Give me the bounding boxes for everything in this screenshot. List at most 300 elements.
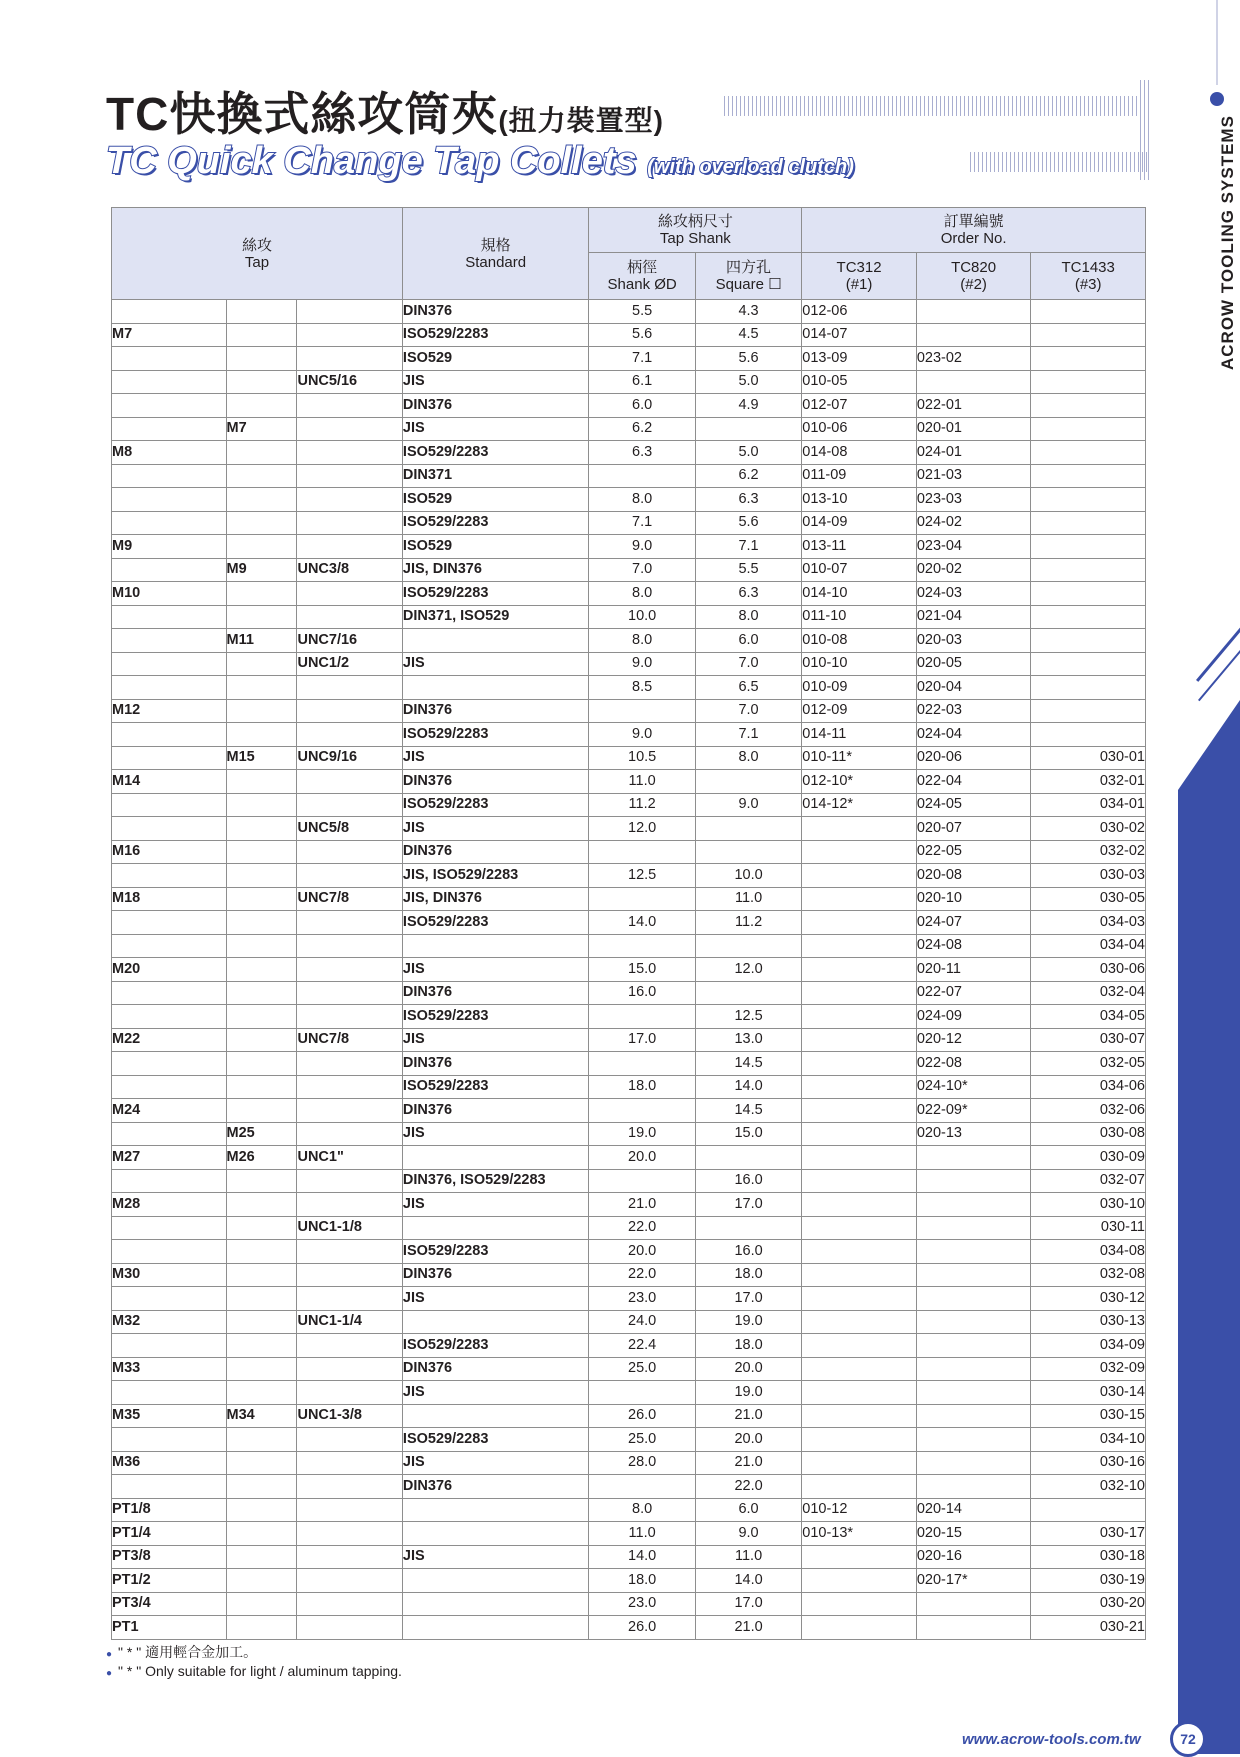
cell-o3: 030-18 [1031, 1545, 1146, 1569]
cell-b [226, 394, 297, 418]
cell-sq: 14.0 [695, 1075, 801, 1099]
cell-o1 [802, 1193, 917, 1217]
cell-std: JIS, DIN376 [402, 558, 589, 582]
cell-o2 [916, 1404, 1031, 1428]
cell-sq: 11.2 [695, 911, 801, 935]
table-row [112, 1028, 1146, 1052]
cell-o2: 020-16 [916, 1545, 1031, 1569]
cell-o1 [802, 1122, 917, 1146]
cell-o1 [802, 1475, 917, 1499]
cell-o2: 022-05 [916, 840, 1031, 864]
cell-o2 [916, 1475, 1031, 1499]
cell-std: ISO529/2283 [402, 441, 589, 465]
cell-o1: 013-11 [802, 535, 917, 559]
cell-d: 9.0 [589, 535, 695, 559]
cell-sq: 9.0 [695, 1522, 801, 1546]
cell-c [297, 699, 402, 723]
cell-c: UNC9/16 [297, 746, 402, 770]
cell-d: 9.0 [589, 723, 695, 747]
cell-sq: 12.0 [695, 958, 801, 982]
cell-c [297, 1498, 402, 1522]
cell-o2: 024-10* [916, 1075, 1031, 1099]
website-url[interactable]: www.acrow-tools.com.tw [962, 1731, 1141, 1748]
table-row [112, 1052, 1146, 1076]
cell-sq: 7.0 [695, 699, 801, 723]
cell-sq: 9.0 [695, 793, 801, 817]
cell-sq: 7.1 [695, 535, 801, 559]
cell-a: M20 [112, 958, 227, 982]
cell-std [402, 1310, 589, 1334]
cell-o3: 030-10 [1031, 1193, 1146, 1217]
note-item [106, 1663, 402, 1682]
cell-c [297, 1263, 402, 1287]
cell-o3 [1031, 347, 1146, 371]
cell-sq: 14.0 [695, 1569, 801, 1593]
cell-std [402, 1569, 589, 1593]
cell-o2: 020-03 [916, 629, 1031, 653]
cell-b [226, 1028, 297, 1052]
cell-sq: 4.5 [695, 323, 801, 347]
title-en-main: TC Quick Change Tap Collets [106, 140, 637, 182]
cell-o1: 012-10* [802, 770, 917, 794]
cell-c [297, 535, 402, 559]
cell-o1 [802, 1052, 917, 1076]
bullet-icon: ● [106, 1668, 113, 1679]
cell-d: 20.0 [589, 1146, 695, 1170]
cell-std: DIN376 [402, 1357, 589, 1381]
table-row [112, 394, 1146, 418]
cell-o1 [802, 1146, 917, 1170]
cell-o2: 022-07 [916, 981, 1031, 1005]
cell-c [297, 488, 402, 512]
cell-sq: 17.0 [695, 1592, 801, 1616]
cell-std: JIS [402, 817, 589, 841]
cell-o1 [802, 1381, 917, 1405]
cell-a: M18 [112, 887, 227, 911]
cell-b: M9 [226, 558, 297, 582]
cell-d: 25.0 [589, 1357, 695, 1381]
cell-d: 15.0 [589, 958, 695, 982]
cell-c [297, 723, 402, 747]
cell-b [226, 887, 297, 911]
cell-o3: 030-09 [1031, 1146, 1146, 1170]
cell-a: PT1 [112, 1616, 227, 1640]
table-row [112, 676, 1146, 700]
table-row [112, 1122, 1146, 1146]
cell-o1 [802, 1075, 917, 1099]
cell-d: 22.0 [589, 1263, 695, 1287]
cell-c [297, 417, 402, 441]
cell-o1: 014-12* [802, 793, 917, 817]
cell-d [589, 699, 695, 723]
cell-std: ISO529/2283 [402, 1428, 589, 1452]
cell-d [589, 1381, 695, 1405]
cell-std [402, 676, 589, 700]
cell-c [297, 323, 402, 347]
table-row [112, 300, 1146, 324]
cell-o2 [916, 1357, 1031, 1381]
table-row [112, 629, 1146, 653]
cell-o2: 022-09* [916, 1099, 1031, 1123]
cell-sq: 7.1 [695, 723, 801, 747]
cell-o3 [1031, 629, 1146, 653]
cell-a: M10 [112, 582, 227, 606]
cell-d: 17.0 [589, 1028, 695, 1052]
cell-o2 [916, 323, 1031, 347]
table-row [112, 347, 1146, 371]
cell-d: 26.0 [589, 1404, 695, 1428]
cell-b [226, 323, 297, 347]
cell-sq: 11.0 [695, 887, 801, 911]
cell-d: 12.5 [589, 864, 695, 888]
cell-o3 [1031, 464, 1146, 488]
cell-sq [695, 770, 801, 794]
cell-o1: 014-09 [802, 511, 917, 535]
cell-sq: 10.0 [695, 864, 801, 888]
cell-b [226, 1428, 297, 1452]
cell-std: JIS [402, 1287, 589, 1311]
cell-b: M26 [226, 1146, 297, 1170]
cell-sq: 21.0 [695, 1616, 801, 1640]
cell-sq: 11.0 [695, 1545, 801, 1569]
cell-sq [695, 981, 801, 1005]
cell-a: PT1/2 [112, 1569, 227, 1593]
cell-o1: 014-08 [802, 441, 917, 465]
cell-o3 [1031, 652, 1146, 676]
cell-o2 [916, 1310, 1031, 1334]
cell-a [112, 488, 227, 512]
cell-std: JIS, DIN376 [402, 887, 589, 911]
cell-sq: 6.2 [695, 464, 801, 488]
table-row [112, 511, 1146, 535]
cell-b [226, 1075, 297, 1099]
cell-a: M14 [112, 770, 227, 794]
cell-c: UNC1/2 [297, 652, 402, 676]
cell-c [297, 1287, 402, 1311]
table-row [112, 1404, 1146, 1428]
cell-std: ISO529/2283 [402, 911, 589, 935]
cell-o2: 024-07 [916, 911, 1031, 935]
table-row [112, 981, 1146, 1005]
cell-o1 [802, 840, 917, 864]
cell-a [112, 629, 227, 653]
title-cn-main: TC快換式絲攻筒夾 [106, 88, 499, 140]
cell-o3: 030-01 [1031, 746, 1146, 770]
table-row [112, 1193, 1146, 1217]
table-row [112, 793, 1146, 817]
cell-c: UNC3/8 [297, 558, 402, 582]
cell-d: 18.0 [589, 1569, 695, 1593]
cell-d: 7.0 [589, 558, 695, 582]
cell-b [226, 1451, 297, 1475]
cell-d [589, 1005, 695, 1029]
cell-o3: 030-08 [1031, 1122, 1146, 1146]
table-row [112, 1616, 1146, 1640]
cell-o1: 010-11* [802, 746, 917, 770]
cell-a [112, 676, 227, 700]
cell-o1 [802, 1287, 917, 1311]
table-row [112, 1357, 1146, 1381]
header-tap-shank: 絲攻柄尺寸 Tap Shank [589, 208, 802, 253]
cell-c [297, 1475, 402, 1499]
cell-sq: 13.0 [695, 1028, 801, 1052]
cell-b [226, 1310, 297, 1334]
cell-b [226, 1193, 297, 1217]
cell-o1 [802, 1263, 917, 1287]
cell-d: 5.5 [589, 300, 695, 324]
page-title-en [106, 140, 854, 183]
cell-a: M16 [112, 840, 227, 864]
cell-d [589, 1052, 695, 1076]
cell-o2: 021-03 [916, 464, 1031, 488]
cell-std: ISO529 [402, 347, 589, 371]
cell-std: DIN376 [402, 1475, 589, 1499]
cell-o1 [802, 864, 917, 888]
cell-a [112, 605, 227, 629]
cell-b [226, 1616, 297, 1640]
cell-d: 23.0 [589, 1592, 695, 1616]
cell-o1: 012-07 [802, 394, 917, 418]
cell-c [297, 934, 402, 958]
cell-sq: 4.3 [695, 300, 801, 324]
cell-c [297, 864, 402, 888]
cell-a [112, 1428, 227, 1452]
cell-o3: 034-06 [1031, 1075, 1146, 1099]
cell-o1: 010-08 [802, 629, 917, 653]
cell-c [297, 676, 402, 700]
cell-sq: 18.0 [695, 1334, 801, 1358]
header-tc312: TC312 (#1) [802, 253, 917, 300]
cell-d: 7.1 [589, 347, 695, 371]
cell-std: DIN376 [402, 699, 589, 723]
cell-c [297, 1592, 402, 1616]
header-shank-diameter: 柄徑 Shank ØD [589, 253, 695, 300]
cell-a: M12 [112, 699, 227, 723]
cell-a [112, 981, 227, 1005]
cell-d: 7.1 [589, 511, 695, 535]
cell-a: M22 [112, 1028, 227, 1052]
cell-b [226, 723, 297, 747]
cell-std: JIS, ISO529/2283 [402, 864, 589, 888]
cell-a: M33 [112, 1357, 227, 1381]
cell-std: JIS [402, 1545, 589, 1569]
header-standard: 規格 Standard [402, 208, 589, 300]
cell-o3: 030-16 [1031, 1451, 1146, 1475]
cell-sq: 5.0 [695, 370, 801, 394]
cell-d: 12.0 [589, 817, 695, 841]
cell-o2 [916, 1216, 1031, 1240]
cell-b [226, 652, 297, 676]
cell-o1: 014-07 [802, 323, 917, 347]
cell-o3 [1031, 699, 1146, 723]
cell-o2: 022-03 [916, 699, 1031, 723]
cell-c [297, 1240, 402, 1264]
decor-diagonal-line [1196, 626, 1240, 682]
table-row [112, 770, 1146, 794]
cell-std: JIS [402, 958, 589, 982]
cell-a [112, 1216, 227, 1240]
cell-a: M24 [112, 1099, 227, 1123]
cell-a [112, 1052, 227, 1076]
table-row [112, 817, 1146, 841]
cell-o2: 023-02 [916, 347, 1031, 371]
cell-a [112, 300, 227, 324]
table-row [112, 441, 1146, 465]
cell-c: UNC7/16 [297, 629, 402, 653]
cell-o2: 022-01 [916, 394, 1031, 418]
cell-std: DIN376 [402, 394, 589, 418]
cell-b [226, 1052, 297, 1076]
cell-o3 [1031, 582, 1146, 606]
cell-o2 [916, 370, 1031, 394]
cell-o3 [1031, 441, 1146, 465]
table-row [112, 1451, 1146, 1475]
cell-d: 14.0 [589, 911, 695, 935]
cell-a [112, 934, 227, 958]
cell-a: PT1/4 [112, 1522, 227, 1546]
cell-c [297, 464, 402, 488]
cell-a [112, 511, 227, 535]
cell-o3: 030-12 [1031, 1287, 1146, 1311]
table-row [112, 1545, 1146, 1569]
cell-d: 18.0 [589, 1075, 695, 1099]
cell-o1: 010-05 [802, 370, 917, 394]
cell-sq: 16.0 [695, 1240, 801, 1264]
table-row [112, 605, 1146, 629]
side-label: ACROW TOOLING SYSTEMS [1218, 115, 1237, 370]
cell-o1: 010-09 [802, 676, 917, 700]
page-number: 72 [1170, 1721, 1206, 1757]
cell-o3: 030-06 [1031, 958, 1146, 982]
cell-o1: 010-06 [802, 417, 917, 441]
cell-std: ISO529 [402, 488, 589, 512]
cell-o2 [916, 1263, 1031, 1287]
cell-o2 [916, 1451, 1031, 1475]
cell-o2: 020-10 [916, 887, 1031, 911]
table-row [112, 323, 1146, 347]
cell-b [226, 535, 297, 559]
cell-o2: 024-02 [916, 511, 1031, 535]
cell-sq: 5.5 [695, 558, 801, 582]
cell-o3 [1031, 300, 1146, 324]
cell-c [297, 770, 402, 794]
cell-std: JIS [402, 1451, 589, 1475]
cell-o2: 024-03 [916, 582, 1031, 606]
cell-a: M27 [112, 1146, 227, 1170]
cell-a [112, 1169, 227, 1193]
cell-o1: 010-12 [802, 1498, 917, 1522]
cell-c [297, 981, 402, 1005]
cell-o2 [916, 300, 1031, 324]
cell-o2 [916, 1381, 1031, 1405]
cell-a [112, 864, 227, 888]
cell-b [226, 605, 297, 629]
cell-o3: 030-19 [1031, 1569, 1146, 1593]
cell-c [297, 511, 402, 535]
cell-sq: 4.9 [695, 394, 801, 418]
cell-sq: 8.0 [695, 746, 801, 770]
cell-a [112, 1287, 227, 1311]
cell-sq [695, 1216, 801, 1240]
cell-a: M7 [112, 323, 227, 347]
cell-o2: 020-08 [916, 864, 1031, 888]
cell-o2 [916, 1240, 1031, 1264]
cell-sq: 21.0 [695, 1451, 801, 1475]
cell-c [297, 1522, 402, 1546]
cell-b [226, 1357, 297, 1381]
cell-o2 [916, 1334, 1031, 1358]
cell-b [226, 840, 297, 864]
cell-std [402, 1146, 589, 1170]
cell-d: 11.2 [589, 793, 695, 817]
cell-o2: 024-08 [916, 934, 1031, 958]
cell-o1 [802, 958, 917, 982]
cell-std [402, 629, 589, 653]
cell-b: M34 [226, 1404, 297, 1428]
cell-o3: 034-01 [1031, 793, 1146, 817]
cell-a [112, 347, 227, 371]
cell-c [297, 347, 402, 371]
cell-o2 [916, 1169, 1031, 1193]
cell-o3: 030-13 [1031, 1310, 1146, 1334]
cell-o3 [1031, 511, 1146, 535]
cell-c [297, 1545, 402, 1569]
cell-d [589, 1099, 695, 1123]
cell-std: ISO529/2283 [402, 511, 589, 535]
table-row [112, 1146, 1146, 1170]
cell-o3 [1031, 394, 1146, 418]
cell-b [226, 981, 297, 1005]
table-row [112, 1592, 1146, 1616]
cell-o1 [802, 887, 917, 911]
cell-o3: 032-10 [1031, 1475, 1146, 1499]
cell-o2: 022-04 [916, 770, 1031, 794]
cell-b [226, 793, 297, 817]
cell-o3: 032-05 [1031, 1052, 1146, 1076]
cell-o3: 030-20 [1031, 1592, 1146, 1616]
cell-b [226, 1169, 297, 1193]
cell-b [226, 1240, 297, 1264]
cell-o3: 030-17 [1031, 1522, 1146, 1546]
title-en-sub: (with overload clutch) [647, 156, 854, 178]
cell-std: JIS [402, 370, 589, 394]
cell-d: 26.0 [589, 1616, 695, 1640]
cell-o2 [916, 1428, 1031, 1452]
cell-o3: 030-02 [1031, 817, 1146, 841]
cell-o3: 030-15 [1031, 1404, 1146, 1428]
cell-o2 [916, 1193, 1031, 1217]
cell-c [297, 1616, 402, 1640]
cell-a [112, 464, 227, 488]
cell-o2: 023-04 [916, 535, 1031, 559]
cell-o3: 032-06 [1031, 1099, 1146, 1123]
cell-b: M11 [226, 629, 297, 653]
cell-std: ISO529/2283 [402, 1075, 589, 1099]
cell-d: 6.2 [589, 417, 695, 441]
cell-o1 [802, 1451, 917, 1475]
side-rule [1216, 0, 1218, 85]
bullet-dot-icon [1210, 92, 1224, 106]
cell-a: PT1/8 [112, 1498, 227, 1522]
table-row [112, 840, 1146, 864]
cell-c [297, 1075, 402, 1099]
cell-o3: 030-11 [1031, 1216, 1146, 1240]
cell-d: 6.3 [589, 441, 695, 465]
note-item [106, 1644, 402, 1663]
table-row [112, 958, 1146, 982]
cell-c [297, 605, 402, 629]
table-row [112, 370, 1146, 394]
